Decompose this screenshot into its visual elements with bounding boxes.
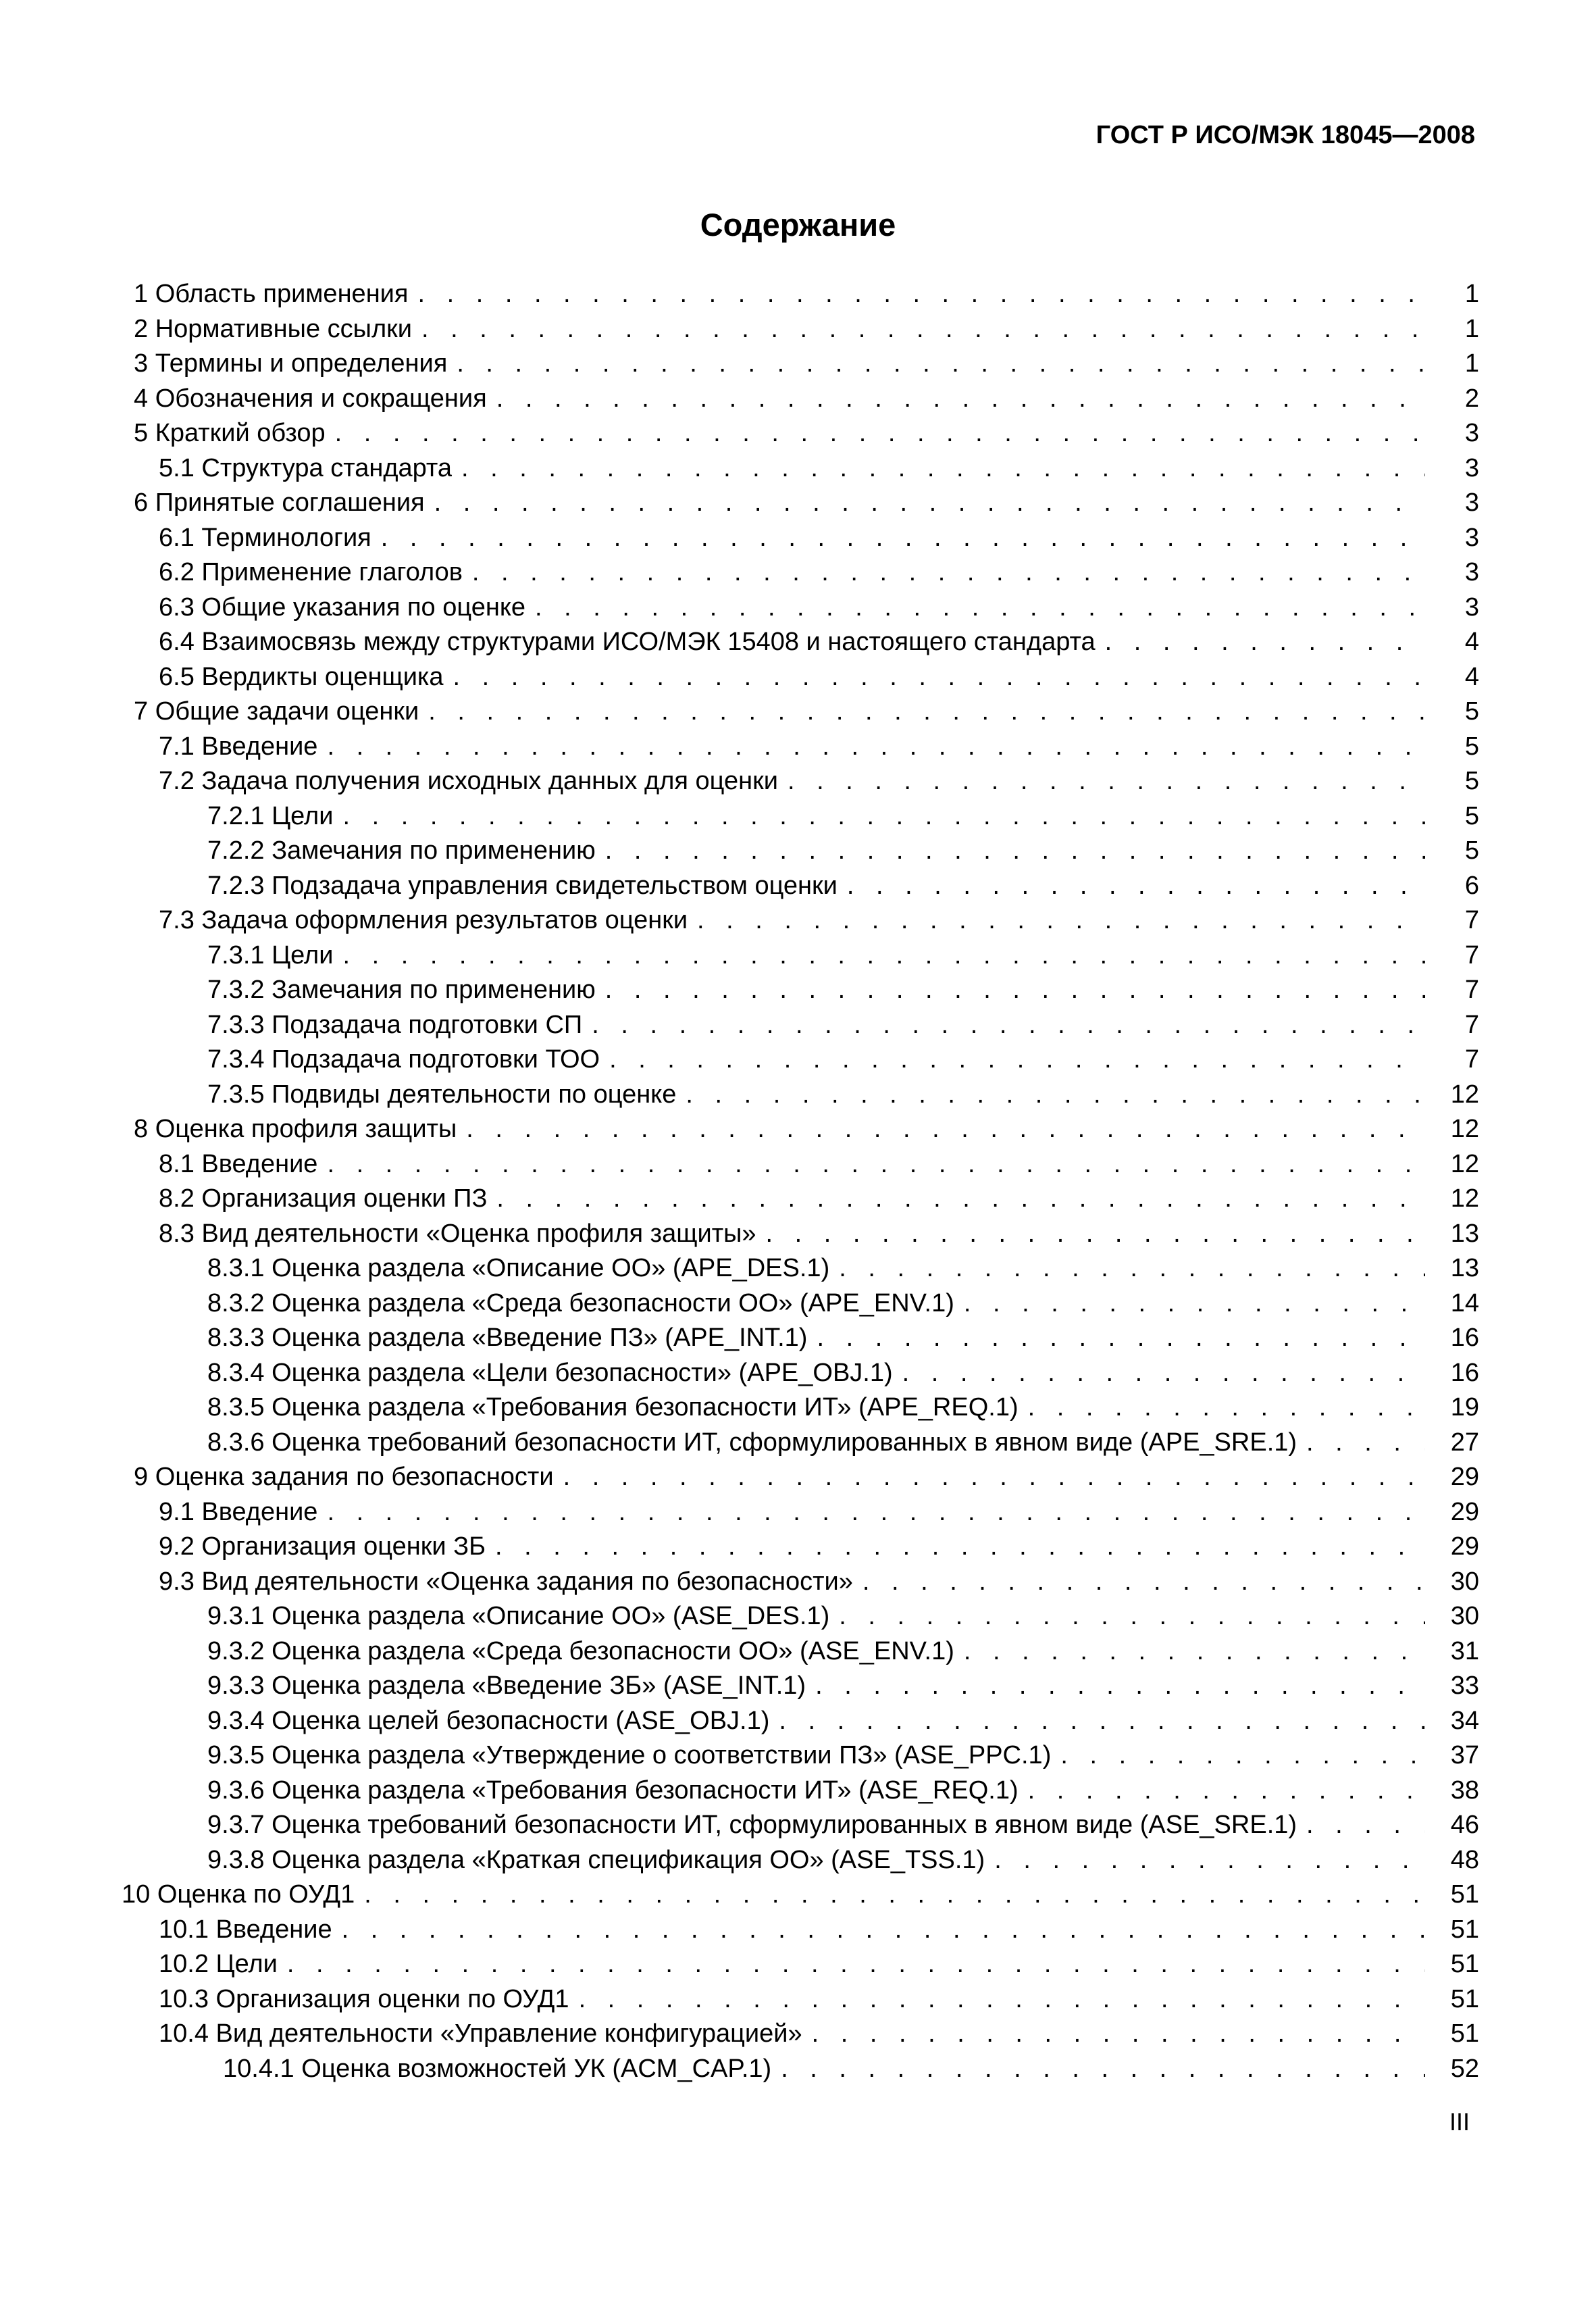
toc-entry[interactable] [122, 416, 1479, 451]
toc-entry-title: 6.5 Вердикты оценщика [159, 662, 444, 691]
toc-page-number: 51 [1450, 2019, 1479, 2048]
toc-entry[interactable] [122, 1913, 1479, 1948]
toc-entry[interactable] [122, 1774, 1479, 1809]
dot-leader [1306, 1426, 1425, 1461]
toc-page-number: 46 [1450, 1811, 1479, 1839]
toc-entry[interactable] [122, 973, 1479, 1008]
toc-entry-title: 7.1 Введение [159, 732, 318, 761]
dot-leader [994, 1843, 1425, 1878]
dot-leader [287, 1947, 1425, 1982]
toc-page-number: 7 [1464, 906, 1479, 934]
toc-page-number: 7 [1464, 976, 1479, 1004]
toc-page-number: 12 [1450, 1080, 1479, 1109]
toc-page-number: 5 [1464, 732, 1479, 761]
toc-entry-title: 6.2 Применение глаголов [159, 558, 463, 586]
toc-page-number: 38 [1450, 1776, 1479, 1805]
toc-entry-title: 10.4.1 Оценка возможностей УК (ACM_CAP.1) [223, 2054, 772, 2083]
dot-leader [781, 2052, 1425, 2087]
dot-leader [697, 903, 1425, 938]
dot-leader [863, 1565, 1425, 1600]
toc-entry-title: 7.3 Задача оформления результатов оценки [159, 906, 688, 934]
toc-entry[interactable] [122, 1530, 1479, 1565]
toc-entry[interactable] [122, 1947, 1479, 1982]
toc-entry-title: 8.3.3 Оценка раздела «Введение ПЗ» (APE_INT.1) [207, 1324, 808, 1352]
toc-entry-title: 5 Краткий обзор [134, 419, 326, 447]
dot-leader [815, 1669, 1425, 1704]
toc-entry[interactable] [122, 2052, 1479, 2087]
toc-entry-title: 1 Область применения [134, 280, 409, 308]
toc-entry-title: 6.3 Общие указания по оценке [159, 593, 526, 622]
toc-entry[interactable] [122, 486, 1479, 521]
toc-entry-title: 7.2.2 Замечания по применению [207, 836, 596, 865]
dot-leader [779, 1704, 1425, 1739]
toc-page-number: 5 [1464, 801, 1479, 830]
dot-leader [766, 1217, 1425, 1252]
toc-entry-title: 8 Оценка профиля защиты [134, 1115, 457, 1143]
dot-leader [342, 799, 1425, 834]
toc-entry[interactable] [122, 1217, 1479, 1252]
toc-entry[interactable] [122, 555, 1479, 590]
toc-page-number: 3 [1464, 593, 1479, 622]
toc-entry[interactable] [122, 764, 1479, 799]
dot-leader [428, 695, 1425, 730]
toc-entry[interactable] [122, 660, 1479, 695]
dot-leader [812, 2017, 1425, 2052]
toc-entry-title: 3 Термины и определения [134, 349, 448, 378]
toc-page-number: 3 [1464, 453, 1479, 482]
toc-entry-title: 10.1 Введение [159, 1915, 332, 1944]
toc-page-number: 12 [1450, 1149, 1479, 1178]
toc-entry-title: 9.3.4 Оценка целей безопасности (ASE_OBJ.1) [207, 1706, 770, 1735]
toc-entry[interactable] [122, 695, 1479, 730]
toc-entry-title: 9 Оценка задания по безопасности [134, 1463, 554, 1491]
dot-leader [563, 1460, 1425, 1495]
toc-page-number: 3 [1464, 523, 1479, 552]
toc-entry[interactable] [122, 1426, 1479, 1461]
toc-page-number: 48 [1450, 1845, 1479, 1874]
toc-entry-title: 9.3.7 Оценка требований безопасности ИТ, сформулированных в явном виде (ASE_SRE.1) [207, 1811, 1297, 1839]
toc-entry-title: 9.3.2 Оценка раздела «Среда безопасности ОО» (ASE_ENV.1) [207, 1636, 954, 1665]
dot-leader [535, 590, 1425, 626]
toc-entry-title: 9.3 Вид деятельности «Оценка задания по безопасности» [159, 1567, 853, 1596]
toc-entry-title: 9.3.6 Оценка раздела «Требования безопасности ИТ» (ASE_REQ.1) [207, 1776, 1019, 1805]
toc-entry[interactable] [122, 730, 1479, 765]
toc-entry-title: 6.1 Терминология [159, 523, 371, 552]
toc-entry[interactable] [122, 1982, 1479, 2017]
toc-page-number: 13 [1450, 1219, 1479, 1248]
dot-leader [421, 312, 1425, 347]
toc-entry[interactable] [122, 1704, 1479, 1739]
dot-leader [817, 1321, 1425, 1356]
toc-page-number: 5 [1464, 836, 1479, 865]
toc-entry[interactable] [122, 1738, 1479, 1774]
toc-entry[interactable] [122, 1286, 1479, 1322]
page-title: Содержание [700, 207, 896, 243]
toc-page-number: 52 [1450, 2054, 1479, 2083]
toc-entry-title: 7.3.5 Подвиды деятельности по оценке [207, 1080, 677, 1109]
toc-entry[interactable] [122, 312, 1479, 347]
toc-entry-title: 9.3.1 Оценка раздела «Описание ОО» (ASE_DES.1) [207, 1602, 830, 1630]
dot-leader [457, 347, 1425, 382]
dot-leader [342, 938, 1425, 974]
toc-page-number: 1 [1464, 280, 1479, 308]
toc-page-number: 27 [1450, 1428, 1479, 1457]
dot-leader [381, 521, 1425, 556]
toc-page-number: 7 [1464, 940, 1479, 970]
dot-leader [496, 1182, 1425, 1217]
dot-leader [1306, 1808, 1425, 1843]
dot-leader [592, 1008, 1425, 1043]
toc-entry[interactable] [122, 1599, 1479, 1634]
toc-entry[interactable] [122, 1390, 1479, 1426]
toc-page-number: 31 [1450, 1636, 1479, 1665]
toc-entry[interactable] [122, 834, 1479, 869]
dot-leader [605, 834, 1425, 869]
toc-entry-title: 10.2 Цели [159, 1950, 278, 1978]
toc-page-number: 51 [1450, 1984, 1479, 2013]
toc-entry[interactable] [122, 869, 1479, 904]
toc-entry[interactable] [122, 1808, 1479, 1843]
toc-entry[interactable] [122, 1042, 1479, 1078]
dot-leader [839, 1251, 1425, 1286]
toc-entry-title: 5.1 Структура стандарта [159, 453, 453, 482]
dot-leader [839, 1599, 1425, 1634]
dot-leader [327, 1495, 1425, 1530]
toc-page-number: 33 [1450, 1671, 1479, 1700]
toc-entry-title: 8.3.1 Оценка раздела «Описание ОО» (APE_DES.1) [207, 1254, 830, 1282]
dot-leader [1105, 625, 1425, 660]
dot-leader [496, 382, 1425, 417]
toc-entry[interactable] [122, 1251, 1479, 1286]
toc-entry[interactable] [122, 451, 1479, 486]
dot-leader [1060, 1738, 1425, 1774]
dot-leader [964, 1634, 1425, 1669]
toc-entry[interactable] [122, 1843, 1479, 1878]
toc-entry[interactable] [122, 1356, 1479, 1391]
dot-leader [364, 1878, 1425, 1913]
toc-entry[interactable] [122, 625, 1479, 660]
dot-leader [605, 973, 1425, 1008]
toc-page-number: 51 [1450, 1915, 1479, 1944]
toc-entry-title: 4 Обозначения и сокращения [134, 384, 487, 413]
toc-page-number: 19 [1450, 1393, 1479, 1422]
toc-entry-title: 8.3 Вид деятельности «Оценка профиля защиты» [159, 1219, 756, 1248]
toc-entry[interactable] [122, 347, 1479, 382]
toc-page-number: 29 [1450, 1497, 1479, 1526]
toc-entry[interactable] [122, 277, 1479, 312]
toc-entry[interactable] [122, 1878, 1479, 1913]
toc-page-number: 51 [1450, 1950, 1479, 1978]
toc-page-number: 7 [1464, 1010, 1479, 1039]
toc-page-number: 30 [1450, 1602, 1479, 1630]
toc-entry-title: 2 Нормативные ссылки [134, 314, 412, 343]
toc-entry[interactable] [122, 1495, 1479, 1530]
toc-page-number: 1 [1464, 349, 1479, 378]
toc-entry-title: 7.2.3 Подзадача управления свидетельством оценки [207, 871, 838, 900]
dot-leader [327, 730, 1425, 765]
toc-entry-title: 7.3.3 Подзадача подготовки СП [207, 1010, 583, 1039]
toc-entry[interactable] [122, 1460, 1479, 1495]
toc-page-number: 34 [1450, 1706, 1479, 1735]
toc-page-number: 2 [1464, 384, 1479, 413]
toc-entry-title: 7 Общие задачи оценки [134, 697, 419, 726]
toc-entry-title: 9.3.8 Оценка раздела «Краткая спецификация ОО» (ASE_TSS.1) [207, 1845, 985, 1874]
toc-entry[interactable] [122, 1634, 1479, 1669]
dot-leader [1028, 1774, 1425, 1809]
toc-entry-title: 8.1 Введение [159, 1149, 318, 1178]
page-number: III [1449, 2108, 1470, 2136]
dot-leader [902, 1356, 1425, 1391]
toc-entry-title: 6.4 Взаимосвязь между структурами ИСО/МЭК 15408 и настоящего стандарта [159, 628, 1096, 656]
dot-leader [327, 1147, 1425, 1182]
toc-entry-title: 9.2 Организация оценки ЗБ [159, 1532, 486, 1561]
toc-entry-title: 7.3.2 Замечания по применению [207, 976, 596, 1004]
toc-entry[interactable] [122, 590, 1479, 626]
dot-leader [335, 416, 1425, 451]
toc-entry[interactable] [122, 903, 1479, 938]
table-of-contents [122, 277, 1479, 2086]
toc-page-number: 13 [1450, 1254, 1479, 1282]
toc-entry[interactable] [122, 1112, 1479, 1147]
toc-entry-title: 10 Оценка по ОУД1 [122, 1880, 355, 1909]
toc-entry[interactable] [122, 1321, 1479, 1356]
toc-entry[interactable] [122, 382, 1479, 417]
toc-entry-title: 10.4 Вид деятельности «Управление конфигурацией» [159, 2019, 802, 2048]
dot-leader [1028, 1390, 1425, 1426]
toc-entry-title: 6 Принятые соглашения [134, 488, 425, 517]
toc-page-number: 7 [1464, 1045, 1479, 1074]
dot-leader [495, 1530, 1425, 1565]
toc-entry[interactable] [122, 1565, 1479, 1600]
toc-entry[interactable] [122, 1078, 1479, 1113]
toc-page-number: 12 [1450, 1115, 1479, 1143]
toc-page-number: 51 [1450, 1880, 1479, 1909]
dot-leader [417, 277, 1425, 312]
toc-entry[interactable] [122, 1147, 1479, 1182]
toc-entry-title: 7.3.1 Цели [207, 940, 334, 970]
dot-leader [342, 1913, 1425, 1948]
toc-page-number: 6 [1464, 871, 1479, 900]
dot-leader [788, 764, 1425, 799]
toc-entry-title: 8.3.6 Оценка требований безопасности ИТ, сформулированных в явном виде (APE_SRE.1) [207, 1428, 1297, 1457]
dot-leader [466, 1112, 1425, 1147]
dot-leader [472, 555, 1425, 590]
toc-page-number: 3 [1464, 419, 1479, 447]
toc-entry-title: 8.3.2 Оценка раздела «Среда безопасности ОО» (APE_ENV.1) [207, 1288, 954, 1317]
toc-entry[interactable] [122, 521, 1479, 556]
dot-leader [453, 660, 1425, 695]
toc-entry-title: 7.2 Задача получения исходных данных для оценки [159, 767, 778, 795]
toc-page-number: 1 [1464, 314, 1479, 343]
toc-page-number: 3 [1464, 558, 1479, 586]
toc-entry-title: 9.1 Введение [159, 1497, 318, 1526]
toc-entry[interactable] [122, 1669, 1479, 1704]
toc-entry[interactable] [122, 1008, 1479, 1043]
toc-entry-title: 8.3.4 Оценка раздела «Цели безопасности» (APE_OBJ.1) [207, 1358, 893, 1387]
toc-entry[interactable] [122, 799, 1479, 834]
toc-entry[interactable] [122, 1182, 1479, 1217]
toc-entry-title: 9.3.5 Оценка раздела «Утверждение о соответствии ПЗ» (ASE_PPC.1) [207, 1741, 1052, 1769]
toc-page-number: 16 [1450, 1358, 1479, 1387]
document-header: ГОСТ Р ИСО/МЭК 18045—2008 [1096, 121, 1475, 149]
toc-page-number: 29 [1450, 1532, 1479, 1561]
toc-entry-title: 9.3.3 Оценка раздела «Введение ЗБ» (ASE_INT.1) [207, 1671, 806, 1700]
toc-entry[interactable] [122, 2017, 1479, 2052]
toc-page-number: 30 [1450, 1567, 1479, 1596]
dot-leader [434, 486, 1425, 521]
toc-entry-title: 7.3.4 Подзадача подготовки ТОО [207, 1045, 600, 1074]
dot-leader [686, 1078, 1425, 1113]
toc-page-number: 14 [1450, 1288, 1479, 1317]
toc-page-number: 4 [1464, 628, 1479, 656]
dot-leader [964, 1286, 1425, 1322]
toc-entry[interactable] [122, 938, 1479, 974]
toc-entry-title: 7.2.1 Цели [207, 801, 334, 830]
toc-entry-title: 8.3.5 Оценка раздела «Требования безопасности ИТ» (APE_REQ.1) [207, 1393, 1019, 1422]
toc-page-number: 3 [1464, 488, 1479, 517]
dot-leader [461, 451, 1425, 486]
dot-leader [609, 1042, 1425, 1078]
toc-page-number: 5 [1464, 697, 1479, 726]
toc-page-number: 12 [1450, 1184, 1479, 1213]
toc-page-number: 4 [1464, 662, 1479, 691]
toc-entry-title: 10.3 Организация оценки по ОУД1 [159, 1984, 569, 2013]
toc-page-number: 29 [1450, 1463, 1479, 1491]
dot-leader [847, 869, 1425, 904]
toc-page-number: 37 [1450, 1741, 1479, 1769]
toc-page-number: 5 [1464, 767, 1479, 795]
toc-entry-title: 8.2 Организация оценки ПЗ [159, 1184, 488, 1213]
toc-page-number: 16 [1450, 1324, 1479, 1352]
dot-leader [579, 1982, 1425, 2017]
